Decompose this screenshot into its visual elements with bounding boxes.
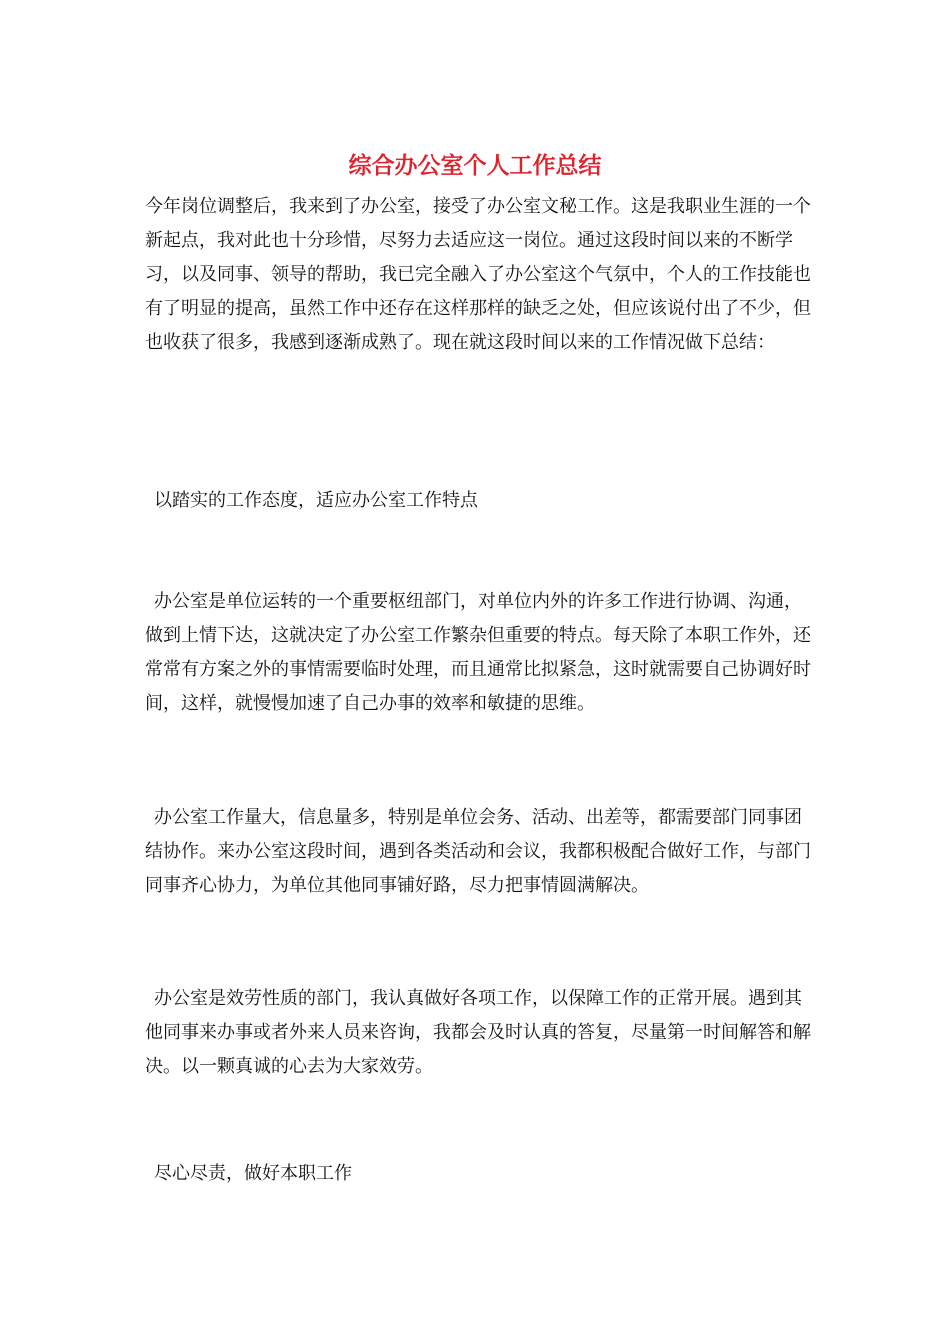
body-paragraph-office-hub: 办公室是单位运转的一个重要枢纽部门，对单位内外的许多工作进行协调、沟通，做到上情下达，这就决定了办公室工作繁杂但重要的特点。每天除了本职工作外，还常常有方案之外的事情需要临时处理，而且通常比拟紧急，这时就需要自己协调好时间，这样，就慢慢加速了自己办事的效率和敏捷的思维。 — [145, 591, 811, 714]
section-heading-work-attitude: 以踏实的工作态度，适应办公室工作特点 — [154, 490, 478, 511]
intro-paragraph: 今年岗位调整后，我来到了办公室，接受了办公室文秘工作。这是我职业生涯的一个新起点，我对此也十分珍惜，尽努力去适应这一岗位。通过这段时间以来的不断学习，以及同事、领导的帮助，我已完全融入了办公室这个气氛中，个人的工作技能也有了明显的提高，虽然工作中还存在这样那样的缺乏之处，但应该说付出了不少，但也收获了很多，我感到逐渐成熟了。现在就这段时间以来的工作情况做下总结： — [145, 196, 811, 353]
body-paragraph-service: 办公室是效劳性质的部门，我认真做好各项工作，以保障工作的正常开展。遇到其他同事来办事或者外来人员来咨询，我都会及时认真的答复，尽量第一时间解答和解决。以一颗真诚的心去为大家效劳。 — [145, 988, 811, 1077]
document-title: 综合办公室个人工作总结 — [348, 152, 602, 179]
section-heading-duties: 尽心尽责，做好本职工作 — [154, 1163, 352, 1184]
body-paragraph-teamwork: 办公室工作量大，信息量多，特别是单位会务、活动、出差等，都需要部门同事团结协作。来办公室这段时间，遇到各类活动和会议，我都积极配合做好工作，与部门同事齐心协力，为单位其他同事铺好路，尽力把事情圆满解决。 — [145, 807, 811, 896]
